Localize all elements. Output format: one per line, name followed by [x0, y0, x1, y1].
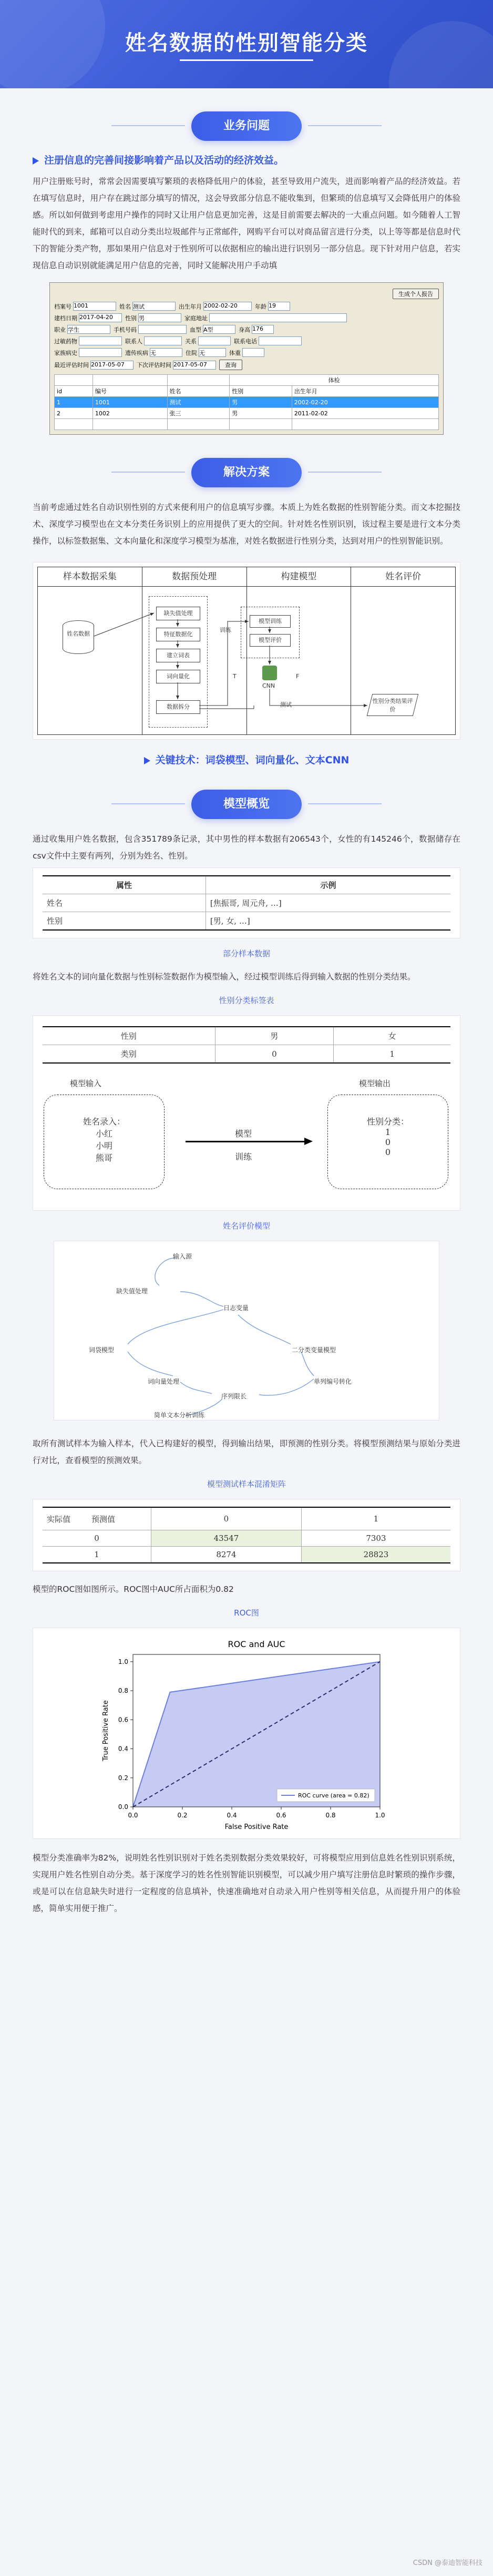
solution-paragraph: 当前考虑通过姓名自动识别性别的方式来便利用户的信息填写步骤。本质上为姓名数据的性别智能分类。而文本挖掘技术、深度学习模型也在文本分类任务识别上的应用提供了更大的空间。针对姓名性别识别，该过程主要是进行文本分类操作，以标签数据集、文本向量化和深度学习模型为基准，对姓名数据进行性别分类，达到对用户的性别智能识别。 [33, 503, 460, 546]
flow-arrows [33, 563, 461, 739]
graph-node-6: 词向量处理 [148, 1378, 180, 1385]
contact-phone-field[interactable] [259, 336, 302, 345]
train-arrow-label: 训练 [235, 1152, 252, 1162]
section-title-solution: 解决方案 [191, 458, 302, 487]
section-title-model: 模型概览 [191, 790, 302, 819]
business-paragraph: 用户注册账号时，常常会因需要填写繁琐的表格降低用户的体验，甚至导致用户流失，进而影响着产品的经济效益。若在填写信息时，用户存在跳过部分填写的情况，这会导致部分信息不能收集到，但繁琐的信息填写又会降低用户的体验感。所以如何做到考虑用户操作的同时又让用户信息更加完善，这是目前需要去解决的一大重点问题。如今随着人工智能时代的到来，邮箱可以自动分类出垃圾邮件与正常邮件，网购平台可以对商品留言进行分类，以上等等都是信息时代下的智能分类产物，那如果用户信息对于性别所可以依据相应的输出进行识别另一部分信息。现下针对用户信息，若实现信息自动识别就能满足用户信息的完善，同时又能解决用户手动填 [33, 177, 460, 270]
model-paragraph: 通过收集用户姓名数据，包含351789条记录，其中男性的样本数据有206543个，女性的有145246个，数据储存在csv文件中主要有两列，分别为姓名、性别。 [33, 834, 460, 861]
arrow-head-icon [304, 1138, 313, 1145]
lane-sample: 样本数据采集 [38, 567, 142, 586]
output-box: 性别分类： 1 0 0 [327, 1095, 448, 1189]
missing-values-box: 缺失值处理 [156, 607, 200, 620]
graph-node-4: 二分类变量模型 [292, 1346, 336, 1354]
form-row-3: 职业 学生 手机号码 血型 A型 身高 176 [54, 325, 439, 334]
form-row-1: 档案号 1001 姓名 测试 出生年月 2002-02-20 年龄 19 [54, 302, 439, 311]
x-tick-label: 0.0 [128, 1812, 138, 1819]
form-row-6: 最近评估时间 2017-05-07 下次评估时间 2017-05-07 查询 [54, 360, 439, 370]
table-row: 姓名 [焦振哥, 周元舟, …] [43, 894, 450, 912]
name-field[interactable]: 测试 [132, 302, 176, 311]
weight-field[interactable] [242, 348, 264, 357]
model-train-box: 模型训练 [250, 615, 291, 628]
name-data-cylinder: 姓名数据 [63, 620, 94, 654]
next-eval-field[interactable]: 2017-05-07 [173, 361, 216, 370]
eval-result-box: 性别分类结果评价 [367, 694, 418, 716]
page-title: 姓名数据的性别智能分类 [125, 31, 368, 55]
word-vector-box: 词向量化 [156, 670, 200, 683]
model-output-label: 模型输出 [359, 1079, 391, 1088]
lane-eval: 姓名评价 [385, 571, 422, 582]
graph-node-3: 词袋模型 [89, 1346, 115, 1354]
section-title-business: 业务问题 [191, 111, 302, 141]
model-arrow [186, 1141, 306, 1142]
allergy-field[interactable] [79, 336, 122, 345]
phone-field[interactable] [138, 325, 187, 334]
chart-title: ROC and AUC [228, 1639, 285, 1649]
roc-chart [33, 1628, 460, 1838]
roc-area [133, 1662, 380, 1807]
test-label: 测试 [280, 701, 292, 708]
table-row: 1 8274 28823 [43, 1547, 450, 1563]
caption-roc: ROC图 [234, 1608, 259, 1618]
footer-watermark: CSDN @泰迪智能科技 [413, 2559, 482, 2567]
registration-form-screenshot [49, 282, 444, 435]
label-table: 性别 男 女 类别 0 1 [43, 1026, 450, 1064]
caption-samples: 部分样本数据 [222, 949, 270, 958]
relation-field[interactable] [198, 336, 231, 345]
conclusion-paragraph: 模型分类准确率为82%，说明姓名性别识别对于姓名类别数据分类效果较好，可将模型应用到信息姓名性别识别系统，实现用户姓名性别自动分类。基于深度学习的姓名性别智能识别模型，可以减少用户填写注册信息时繁琐的操作步骤，或是可以在信息缺失时进行一定程度的信息填补，快速准确地对自动录入用户性别等相关信息，从而提升用户的体验感，简单实用便于推广。 [33, 1853, 460, 1913]
highlight-business: 注册信息的完善间接影响着产品以及活动的经济效益。 [33, 152, 460, 167]
graph-node-5: 单列编号转化 [314, 1378, 352, 1385]
model-arrow-label: 模型 [235, 1129, 252, 1139]
feature-box: 特征数据化 [156, 628, 200, 641]
blood-field[interactable]: A型 [203, 325, 235, 334]
sample-table-card [33, 867, 460, 938]
title-underline [180, 59, 313, 61]
model-eval-box: 模型评价 [250, 634, 291, 647]
form-row-4: 过敏药物 联系人 关系 联系电话 [54, 336, 439, 345]
y-tick-label: 0.8 [118, 1687, 128, 1695]
x-axis-label: False Positive Rate [224, 1823, 289, 1831]
no-label: F [296, 673, 300, 680]
graph-node-2: 日志变量 [223, 1304, 249, 1312]
height-field[interactable]: 176 [252, 325, 274, 334]
confusion-card [33, 1499, 460, 1571]
contact-field[interactable] [144, 336, 182, 345]
triangle-icon [144, 757, 150, 764]
caption-confusion: 模型测试样本混淆矩阵 [207, 1479, 286, 1489]
split-box: 数据拆分 [156, 700, 200, 714]
page-header [0, 0, 493, 88]
triangle-icon [33, 157, 39, 165]
y-tick-label: 1.0 [118, 1658, 128, 1665]
input-box: 姓名录入： 小红 小明 熊哥 [44, 1095, 165, 1189]
x-tick-label: 0.4 [227, 1812, 237, 1819]
form-row-2: 建档日期 2017-04-20 性别 男 家庭地址 [54, 313, 439, 322]
graph-node-8: 简单文本分析训练 [154, 1412, 205, 1419]
confusion-matrix: 实际值 预测值 0 1 0 43547 7303 1 8274 28823 [43, 1507, 450, 1563]
cnn-label: CNN [262, 682, 275, 689]
genetic-field[interactable]: 无 [150, 348, 182, 357]
family-history-field[interactable] [79, 348, 122, 357]
table-row[interactable]: 2 1002 张三 男 2011-02-02 [55, 408, 439, 419]
train-label: 训练 [220, 627, 231, 633]
legend-label: ROC curve (area = 0.82) [298, 1792, 369, 1799]
birth-field[interactable]: 2002-02-20 [203, 302, 252, 311]
model-input-label: 模型输入 [70, 1079, 102, 1088]
last-eval-field[interactable]: 2017-05-07 [90, 361, 133, 370]
roc-chart-card [33, 1628, 460, 1839]
y-tick-label: 0.0 [118, 1803, 128, 1811]
x-tick-label: 0.8 [325, 1812, 336, 1819]
age-field[interactable]: 19 [268, 302, 290, 311]
caption-labels: 性别分类标签表 [219, 996, 274, 1005]
y-axis-label: True Positive Rate [102, 1700, 110, 1761]
key-tech: 关键技术：词袋模型、词向量化、文本CNN [33, 752, 460, 766]
graph-node-7: 序列限长 [221, 1393, 247, 1400]
graph-node-0: 输入源 [173, 1253, 192, 1260]
vocab-box: 建立词表 [156, 649, 200, 662]
lane-model: 构建模型 [247, 567, 352, 586]
sample-table: 属性 示例 姓名 [焦振哥, 周元舟, …] 性别 [男, 女, …] [43, 875, 450, 931]
x-tick-label: 0.2 [177, 1812, 188, 1819]
gender-field[interactable]: 男 [138, 313, 181, 322]
roc-paragraph: 模型的ROC图如图所示。ROC图中AUC所占面积为0.82 [33, 1585, 234, 1594]
y-tick-label: 0.2 [118, 1774, 128, 1782]
yes-label: T [233, 673, 237, 680]
model-graph [54, 1241, 439, 1420]
record-id-field[interactable]: 1001 [73, 302, 116, 311]
y-tick-label: 0.4 [118, 1745, 128, 1753]
date-field[interactable]: 2017-04-20 [79, 313, 122, 322]
address-field[interactable] [209, 313, 347, 322]
x-tick-label: 1.0 [375, 1812, 385, 1819]
job-field[interactable]: 学生 [67, 325, 110, 334]
flow-diagram [33, 562, 460, 740]
query-button[interactable]: 查询 [219, 360, 242, 370]
graph-node-1: 缺失值处理 [116, 1287, 148, 1295]
generate-report-button[interactable]: 生成个人报告 [393, 289, 439, 299]
y-tick-label: 0.6 [118, 1716, 128, 1724]
table-row[interactable]: 1 1001 测试 男 2002-02-20 [55, 397, 439, 408]
x-tick-label: 0.6 [276, 1812, 286, 1819]
lane-preprocess: 数据预处理 [142, 567, 247, 586]
model-paragraph-2: 将姓名文本的词向量化数据与性别标签数据作为模型输入，经过模型训练后得到输入数据的性别分类结果。 [33, 972, 416, 982]
caption-eval-model: 姓名评价模型 [222, 1221, 270, 1231]
form-row-5: 家族病史 遗传疾病 无 住院 无 体重 [54, 348, 439, 357]
label-table-card [33, 1015, 460, 1211]
records-grid: 体检 id 编号 姓名 性别 出生年月 1 1001 测试 男 2002-02-20 2 1002 张三 男 2011-02-02 [54, 374, 439, 430]
table-row: 性别 [男, 女, …] [43, 912, 450, 931]
hospital-field[interactable]: 无 [199, 348, 226, 357]
model-paragraph-3: 取所有测试样本为输入样本，代入已构建好的模型，得到输出结果，即预测的性别分类。将模型预测结果与原始分类进行对比，查看模型的预测效果。 [33, 1439, 460, 1465]
table-row: 0 43547 7303 [43, 1530, 450, 1547]
